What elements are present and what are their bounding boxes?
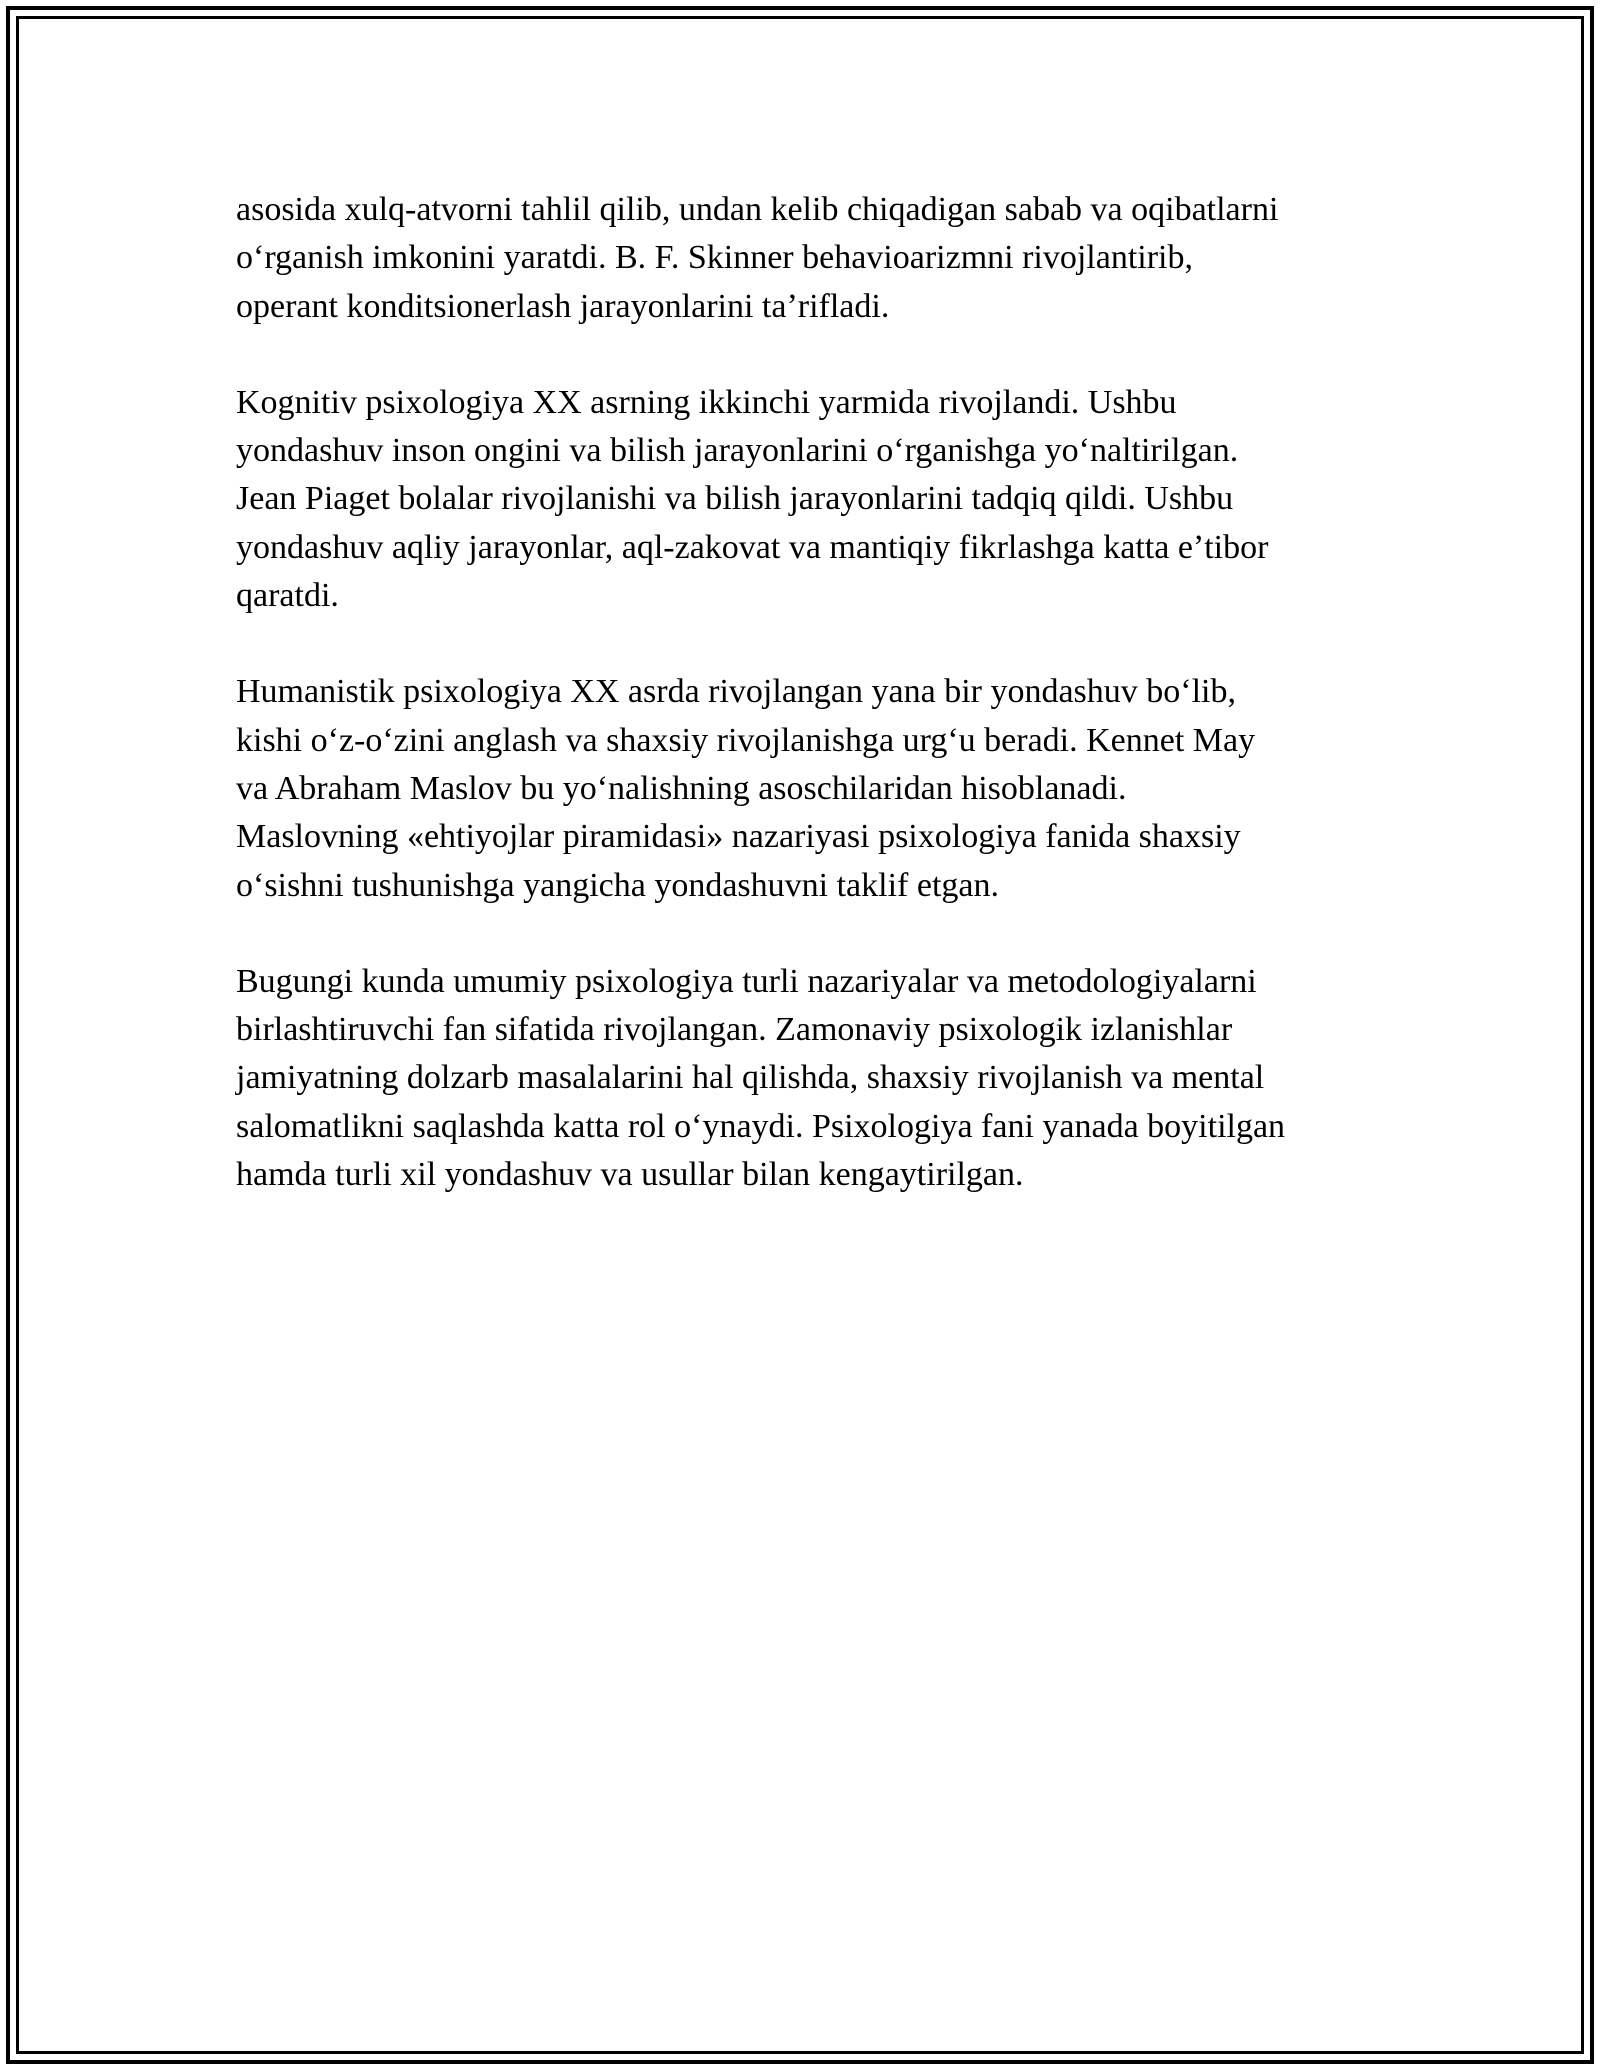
text-line: va Abraham Maslov bu yoʻnalishning asoschilaridan hisoblanadi. <box>236 769 1127 807</box>
text-line: Humanistik psixologiya XX asrda rivojlangan yana bir yondashuv boʻlib, <box>236 673 1236 711</box>
text-line: jamiyatning dolzarb masalalarini hal qilishda, shaxsiy rivojlanish va mental <box>236 1059 1265 1097</box>
document-body <box>236 186 1386 1247</box>
text-line: asosida xulq-atvorni tahlil qilib, undan kelib chiqadigan sabab va oqibatlarni <box>236 191 1279 228</box>
text-line: salomatlikni saqlashda katta rol oʻynaydi. Psixologiya fani yanada boyitilgan <box>236 1107 1286 1145</box>
paragraph-4 <box>236 958 1386 1199</box>
text-line: operant konditsionerlash jarayonlarini taʼrifladi. <box>236 287 890 325</box>
paragraph-1 <box>236 186 1386 331</box>
text-line: yondashuv aqliy jarayonlar, aql-zakovat va mantiqiy fikrlashga katta eʼtibor <box>236 528 1269 566</box>
text-line: hamda turli xil yondashuv va usullar bilan kengaytirilgan. <box>236 1156 1024 1194</box>
text-line: Jean Piaget bolalar rivojlanishi va bilish jarayonlarini tadqiq qildi. Ushbu <box>236 480 1234 518</box>
text-line: Kognitiv psixologiya XX asrning ikkinchi yarmida rivojlandi. Ushbu <box>236 383 1177 421</box>
paragraph-2 <box>236 379 1386 620</box>
paragraph-3 <box>236 668 1386 909</box>
text-line: yondashuv inson ongini va bilish jarayonlarini oʻrganishga yoʻnaltirilgan. <box>236 432 1239 470</box>
text-line: oʻsishni tushunishga yangicha yondashuvni taklif etgan. <box>236 866 999 904</box>
text-line: birlashtiruvchi fan sifatida rivojlangan. Zamonaviy psixologik izlanishlar <box>236 1011 1233 1049</box>
text-line: oʻrganish imkonini yaratdi. B. F. Skinner behavioarizmni rivojlantirib, <box>236 239 1193 277</box>
text-line: qaratdi. <box>236 577 339 615</box>
text-line: Bugungi kunda umumiy psixologiya turli nazariyalar va metodologiyalarni <box>236 962 1257 1000</box>
text-line: kishi oʻz-oʻzini anglash va shaxsiy rivojlanishga urgʻu beradi. Kennet May <box>236 721 1256 759</box>
text-line: Maslovning «ehtiyojlar piramidasi» nazariyasi psixologiya fanida shaxsiy <box>236 818 1241 856</box>
